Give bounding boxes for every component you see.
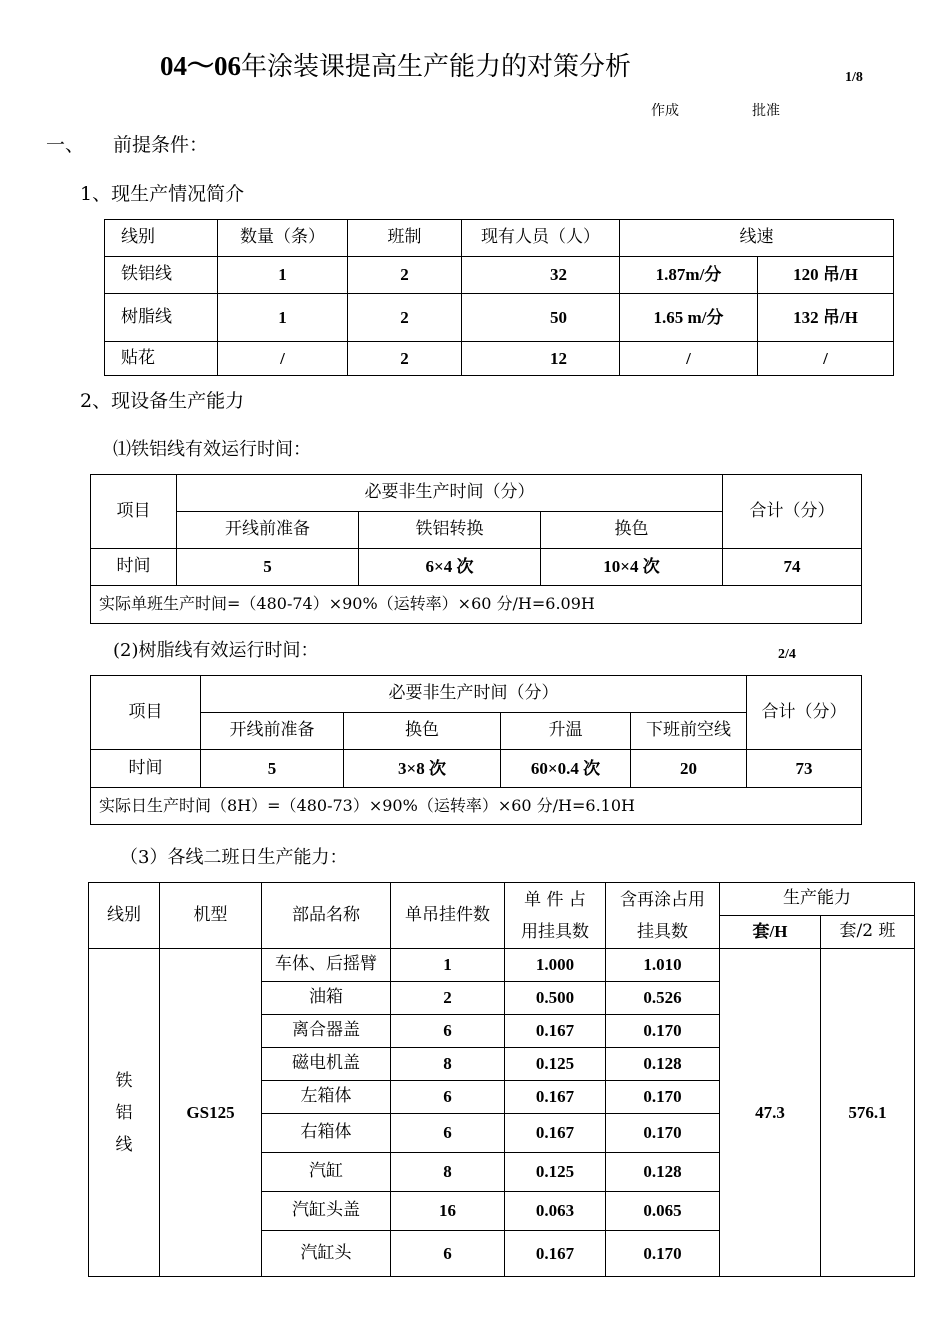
cell: 0.170 [606, 1114, 720, 1153]
cell: 0.125 [505, 1048, 606, 1081]
col-recoat [606, 883, 720, 949]
col-color: 换色 [541, 512, 723, 549]
cell: 60×0.4 次 [501, 750, 631, 788]
col-empty-line: 下班前空线 [631, 713, 747, 750]
cell: 2 [348, 342, 462, 376]
cell: 120 吊/H [758, 257, 894, 294]
row-label: 时间 [91, 549, 177, 586]
col-model: 机型 [160, 883, 262, 949]
cell: 6 [391, 1231, 505, 1277]
col-prep: 开线前准备 [201, 713, 344, 750]
line-name-cell [89, 949, 160, 1277]
table-row [105, 342, 894, 376]
part-name: 车体、后摇臂 [262, 949, 391, 982]
row-label: 时间 [91, 750, 201, 788]
part-name: 油箱 [262, 982, 391, 1015]
cell: 1.010 [606, 949, 720, 982]
col-line: 线别 [89, 883, 160, 949]
formula: 实际单班生产时间=（480-74）×90%（运转率）×60 分/H=6.09H [91, 586, 862, 624]
cell: 2 [348, 257, 462, 294]
table-row [89, 949, 915, 982]
capacity-title: （3）各线二班日生产能力： [120, 847, 348, 868]
part-name: 右箱体 [262, 1114, 391, 1153]
cell: / [218, 342, 348, 376]
cell: 0.167 [505, 1081, 606, 1114]
table-header-row [105, 220, 894, 257]
section-number: 一、 [46, 134, 85, 156]
item-label: 项目 [91, 676, 201, 750]
cell: 0.167 [505, 1114, 606, 1153]
approve-label: 批准 [752, 103, 780, 119]
cell: 73 [747, 750, 862, 788]
cell: 5 [177, 549, 359, 586]
part-name: 磁电机盖 [262, 1048, 391, 1081]
table-row [105, 257, 894, 294]
col-shift: 班制 [348, 220, 462, 257]
part-name: 汽缸 [262, 1153, 391, 1192]
col-occupy-line2: 用挂具数 [521, 921, 589, 942]
cell: 1.65 m/分 [620, 294, 758, 342]
cell: 3×8 次 [344, 750, 501, 788]
col-recoat-line1: 含再涂占用 [620, 889, 705, 910]
cell: 0.128 [606, 1048, 720, 1081]
cell: 0.128 [606, 1153, 720, 1192]
subsection-2-title: 2、现设备生产能力 [80, 390, 245, 412]
line-char: 线 [115, 1134, 133, 1155]
page-number-2: 2/4 [778, 647, 796, 662]
cell: 1 [218, 257, 348, 294]
total-header: 合计（分） [747, 676, 862, 750]
part-name: 离合器盖 [262, 1015, 391, 1048]
col-recoat-line2: 挂具数 [637, 921, 688, 942]
cell: 6 [391, 1015, 505, 1048]
cell: 5 [201, 750, 344, 788]
total-header: 合计（分） [723, 475, 862, 549]
col-switch: 铁铝转换 [359, 512, 541, 549]
page-number: 1/8 [845, 70, 863, 85]
cell: 树脂线 [105, 294, 218, 342]
cell: / [758, 342, 894, 376]
cell: 1 [391, 949, 505, 982]
formula: 实际日生产时间（8H）=（480-73）×90%（运转率）×60 分/H=6.10H [91, 788, 862, 825]
cell: 0.065 [606, 1192, 720, 1231]
cell: 6 [391, 1081, 505, 1114]
col-occupy [505, 883, 606, 949]
cell: 2 [348, 294, 462, 342]
col-speed: 线速 [620, 220, 894, 257]
col-color: 换色 [344, 713, 501, 750]
subsection-1-title: 1、现生产情况简介 [80, 183, 245, 205]
col-staff: 现有人员（人） [462, 220, 620, 257]
cell: 贴花 [105, 342, 218, 376]
cell: 1.000 [505, 949, 606, 982]
cell: 50 [462, 294, 620, 342]
cell: 1 [218, 294, 348, 342]
model-cell: GS125 [160, 949, 262, 1277]
cell: 6 [391, 1114, 505, 1153]
cell: 2 [391, 982, 505, 1015]
cell: 16 [391, 1192, 505, 1231]
per-2shift-value: 576.1 [821, 949, 915, 1277]
cell: 74 [723, 549, 862, 586]
cell: 10×4 次 [541, 549, 723, 586]
table-row [91, 750, 862, 788]
item-label: 项目 [91, 475, 177, 549]
cell: 1.87m/分 [620, 257, 758, 294]
cell: / [620, 342, 758, 376]
cell: 0.170 [606, 1231, 720, 1277]
col-count: 数量（条） [218, 220, 348, 257]
cell: 6×4 次 [359, 549, 541, 586]
title-years: 04～06 [160, 51, 241, 81]
col-occupy-line1: 单 件 占 [524, 889, 586, 910]
col-per-hour: 套/H [720, 916, 821, 949]
section-title: 前提条件： [113, 134, 209, 156]
capacity-table [88, 882, 915, 1277]
part-name: 左箱体 [262, 1081, 391, 1114]
col-line: 线别 [105, 220, 218, 257]
part-name: 汽缸头盖 [262, 1192, 391, 1231]
cell: 8 [391, 1048, 505, 1081]
col-prep: 开线前准备 [177, 512, 359, 549]
production-status-table [104, 219, 894, 376]
page-title [160, 44, 631, 83]
col-per-2shift: 套/2 班 [821, 916, 915, 949]
resin-line-title: (2)树脂线有效运行时间： [113, 640, 319, 661]
cell: 0.167 [505, 1015, 606, 1048]
part-name: 汽缸头 [262, 1231, 391, 1277]
line-char: 铁 [115, 1070, 133, 1091]
resin-line-time-table [90, 675, 862, 825]
group-header: 必要非生产时间（分） [201, 676, 747, 713]
cell: 0.125 [505, 1153, 606, 1192]
col-per-hanger: 单吊挂件数 [391, 883, 505, 949]
author-label: 作成 [651, 103, 679, 119]
iron-line-title: ⑴铁铝线有效运行时间： [113, 439, 311, 460]
cell: 0.167 [505, 1231, 606, 1277]
cell: 12 [462, 342, 620, 376]
cell: 0.063 [505, 1192, 606, 1231]
title-text: 年涂装课提高生产能力的对策分析 [241, 52, 632, 82]
cell: 0.170 [606, 1081, 720, 1114]
table-row [105, 294, 894, 342]
col-part: 部品名称 [262, 883, 391, 949]
group-header: 必要非生产时间（分） [177, 475, 723, 512]
cell: 0.500 [505, 982, 606, 1015]
col-capacity: 生产能力 [720, 883, 915, 916]
cell: 0.170 [606, 1015, 720, 1048]
iron-line-time-table [90, 474, 862, 624]
table-row [91, 549, 862, 586]
cell: 20 [631, 750, 747, 788]
cell: 铁铝线 [105, 257, 218, 294]
line-char: 铝 [115, 1102, 133, 1123]
per-hour-value: 47.3 [720, 949, 821, 1277]
cell: 32 [462, 257, 620, 294]
cell: 8 [391, 1153, 505, 1192]
cell: 132 吊/H [758, 294, 894, 342]
cell: 0.526 [606, 982, 720, 1015]
col-heat: 升温 [501, 713, 631, 750]
